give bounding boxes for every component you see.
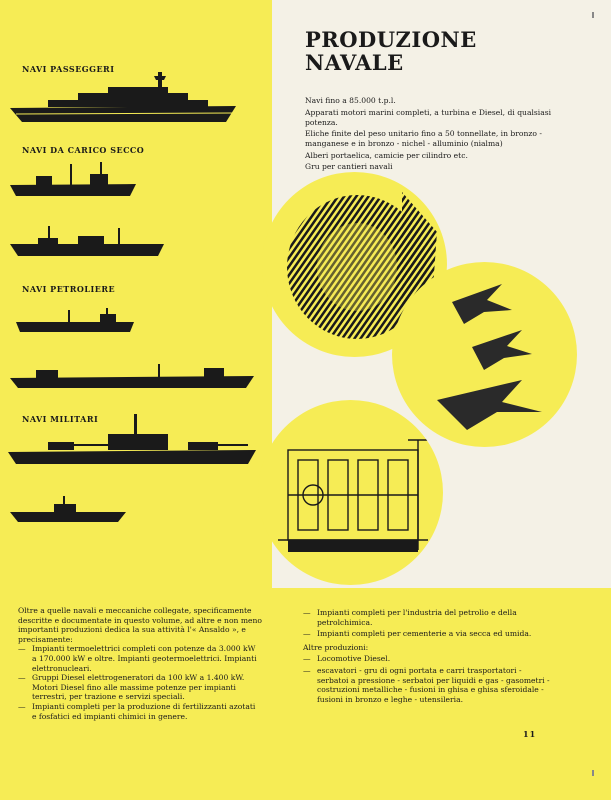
left-intro-paragraph: Oltre a quelle navali e meccaniche collegate, specificamente descritte e documentate in questo volume, ad altre e non meno importanti produzioni dedica la sua attività l'« Ansaldo », e precisamente: [18,606,262,644]
category-label-passenger: NAVI PASSEGGERI [22,64,115,74]
right-list-item: — Impianti completi per cementerie a via secca ed umida. [303,629,553,639]
left-list-item: — Impianti termoelettrici completi con potenze da 3.000 kW a 170.000 kW e oltre. Impianti geotermoelettrici. Impianti elettronucleari. [18,644,262,673]
right-other-item: — escavatori - gru di ogni portata e carri trasportatori - serbatoi a pressione - serbatoi per liquidi e gas - gasometri - costruzioni metalliche - fusioni in ghisa e ghisa sferoidale - fusioni in bronzo e leghe - utensileria. [303,666,553,704]
other-productions-left [18,606,262,721]
military-ship-silhouette-2 [8,496,128,526]
edge-mark-icon [592,12,598,18]
production-list [305,96,570,174]
right-list-item: — Impianti completi per l'industria del petrolio e della petrolchimica. [303,608,553,627]
cargo-ship-silhouette-2 [8,222,168,262]
production-item: Gru per cantieri navali [305,162,393,171]
production-item: Apparati motori marini completi, a turbina e Diesel, di qualsiasi potenza. [305,107,552,127]
category-label-cargo: NAVI DA CARICO SECCO [22,145,145,155]
cargo-ship-silhouette-1 [8,160,138,200]
tanker-ship-silhouette-2 [8,360,258,394]
production-item: Alberi portaelica, camicie per cilindro etc. [305,150,468,160]
category-label-military: NAVI MILITARI [22,414,99,424]
page-number: 11 [523,729,537,739]
edge-mark-icon [592,770,598,776]
right-other-item: — Locomotive Diesel. [303,654,553,664]
title-line-2: NAVALE [305,50,404,75]
production-item: Navi fino a 85.000 t.p.l. [305,96,396,105]
military-ship-silhouette-1 [8,412,258,468]
production-item: Eliche finite del peso unitario fino a 50 tonnellate, in bronzo - manganese e in bronzo - nichel - alluminio (nialma) [305,129,542,148]
other-productions-right [303,608,553,706]
category-label-tanker: NAVI PETROLIERE [22,284,116,294]
page-title [305,28,477,74]
other-productions-heading: Altre produzioni: [303,642,369,652]
title-line-1: PRODUZIONE [305,27,477,52]
engine-image-circle [258,400,443,585]
passenger-ship-silhouette [8,70,240,132]
left-list-item: — Gruppi Diesel elettrogeneratori da 100 kW a 1.400 kW. Motori Diesel fino alle massime potenze per impianti terrestri, per trazione e servizi speciali. [18,673,262,702]
tanker-ship-silhouette-1 [8,304,138,336]
left-list-item: — Impianti completi per la produzione di fertilizzanti azotati e fosfatici ed impianti chimici in genere. [18,702,262,721]
